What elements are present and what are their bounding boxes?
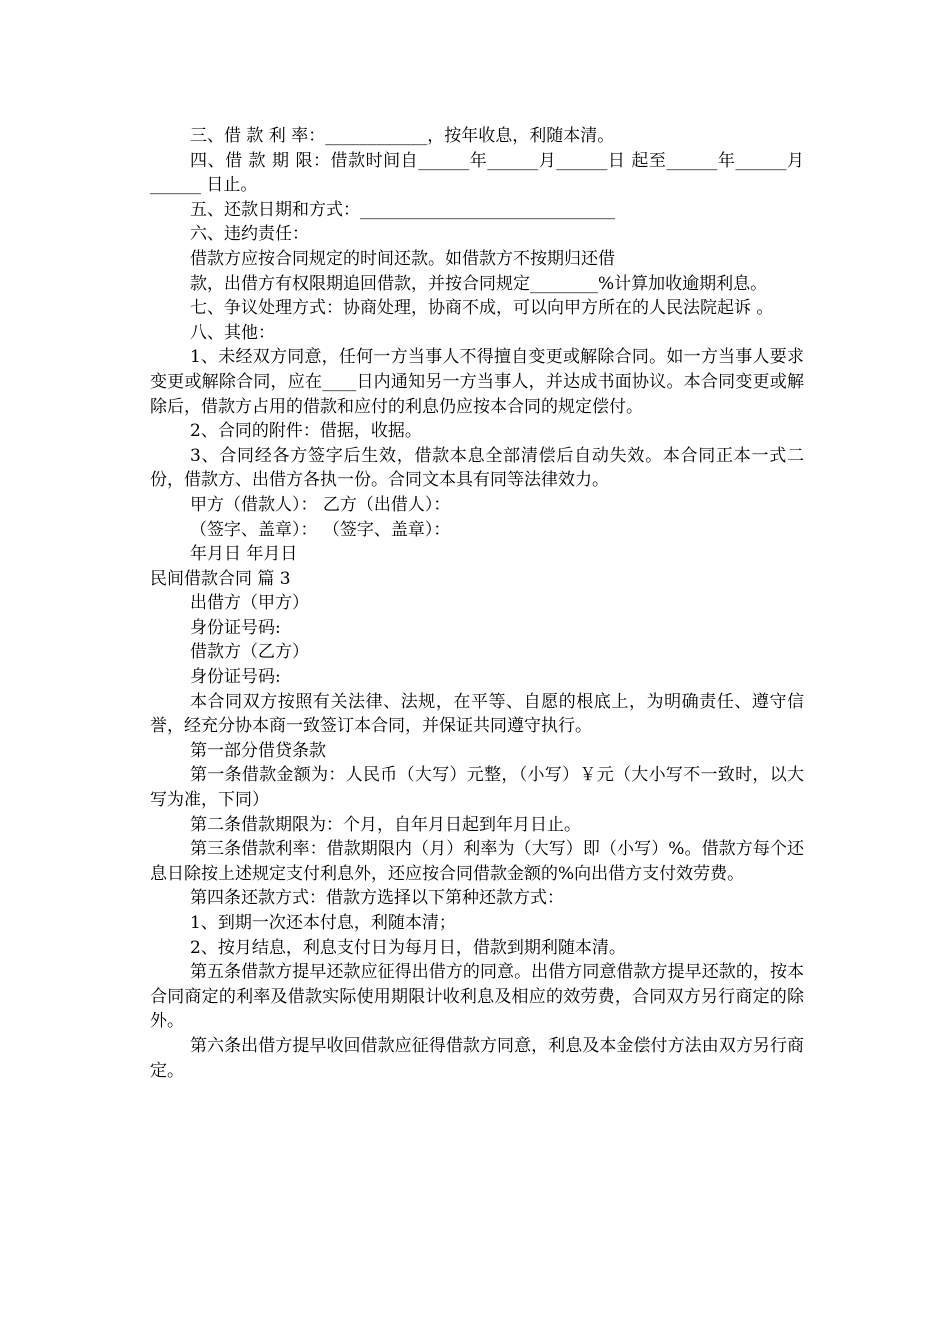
article-1: 第一条借款金额为：人民币（大写）元整，（小写）￥元（大小写不一致时，以大写为准，下同） (150, 765, 804, 811)
party-labels: 甲方（借款人）： 乙方（出借人）： (190, 494, 451, 515)
clause-interest-rate: 三、借 款 利 率：____________，按年收息，利随本清。 (190, 126, 615, 146)
clause-breach-heading: 六、违约责任： (190, 224, 309, 245)
document-page (150, 124, 804, 1083)
article-6: 第六条出借方提早收回借款应征得借款方同意，利息及本金偿付方法由双方另行商定。 (150, 1035, 804, 1081)
article-5: 第五条借款方提早还款应征得出借方的同意。出借方同意借款方提早还款的，按本合同商定的利率及借款实际使用期限计收利息及相应的效劳费，合同双方另行商定的除外。 (150, 962, 804, 1032)
clause-loan-term: 四、借 款 期 限：借款时间自______年______月______日 起至______年______月______ 日止。 (150, 150, 804, 196)
lender-id-label: 身份证号码: (190, 617, 281, 638)
article-2: 第二条借款期限为：个月，自年月日起到年月日止。 (190, 814, 581, 835)
other-item-1: 1、未经双方同意，任何一方当事人不得擅自变更或解除合同。如一方当事人要求变更或解除合同，应在____日内通知另一方当事人，并达成书面协议。本合同变更或解除后，借款方占用的借款和应付的利息仍应按本合同的规定偿付。 (150, 347, 804, 417)
date-labels: 年月日 年月日 (190, 544, 298, 565)
preamble: 本合同双方按照有关法律、法规，在平等、自愿的根底上，为明确责任、遵守信誉，经充分协本商一致签订本合同，并保证共同遵守执行。 (150, 691, 804, 737)
clause-repayment-method: 五、还款日期和方式：______________________________ (190, 199, 615, 220)
borrower-id-label: 身份证号码: (190, 667, 281, 688)
section-title: 民间借款合同 篇 3 (150, 568, 291, 589)
other-item-3: 3、合同经各方签字后生效，借款本息全部清偿后自动失效。本合同正本一式二份，借款方、出借方各执一份。合同文本具有同等法律效力。 (150, 445, 804, 491)
clause-dispute: 七、争议处理方式：协商处理，协商不成，可以向甲方所在的人民法院起诉 。 (190, 298, 774, 319)
other-item-2: 2、合同的附件：借据，收据。 (190, 421, 422, 442)
article-4-option-2: 2、按月结息，利息支付日为每月日，借款到期利随本清。 (190, 937, 626, 958)
article-4: 第四条还款方式：借款方选择以下第种还款方式： (190, 888, 564, 909)
article-4-option-1: 1、到期一次还本付息，利随本清； (190, 913, 456, 933)
article-3: 第三条借款利率：借款期限内（月）利率为（大写）即（小写）%。借款方每个还息日除按上述规定支付利息外，还应按合同借款金额的%向出借方支付效劳费。 (150, 839, 804, 884)
part-one-heading: 第一部分借贷条款 (190, 740, 326, 761)
signature-labels: （签字、盖章）： （签字、盖章）： (190, 519, 451, 540)
clause-other-heading: 八、其他： (190, 322, 275, 343)
borrower-label: 借款方（乙方） (190, 642, 309, 663)
breach-text-line-2: 款，出借方有权限期追回借款，并按合同规定________%计算加收逾期利息。 (190, 273, 768, 294)
lender-label: 出借方（甲方） (190, 593, 309, 614)
breach-text-line-1: 借款方应按合同规定的时间还款。如借款方不按期归还借 (190, 248, 615, 269)
